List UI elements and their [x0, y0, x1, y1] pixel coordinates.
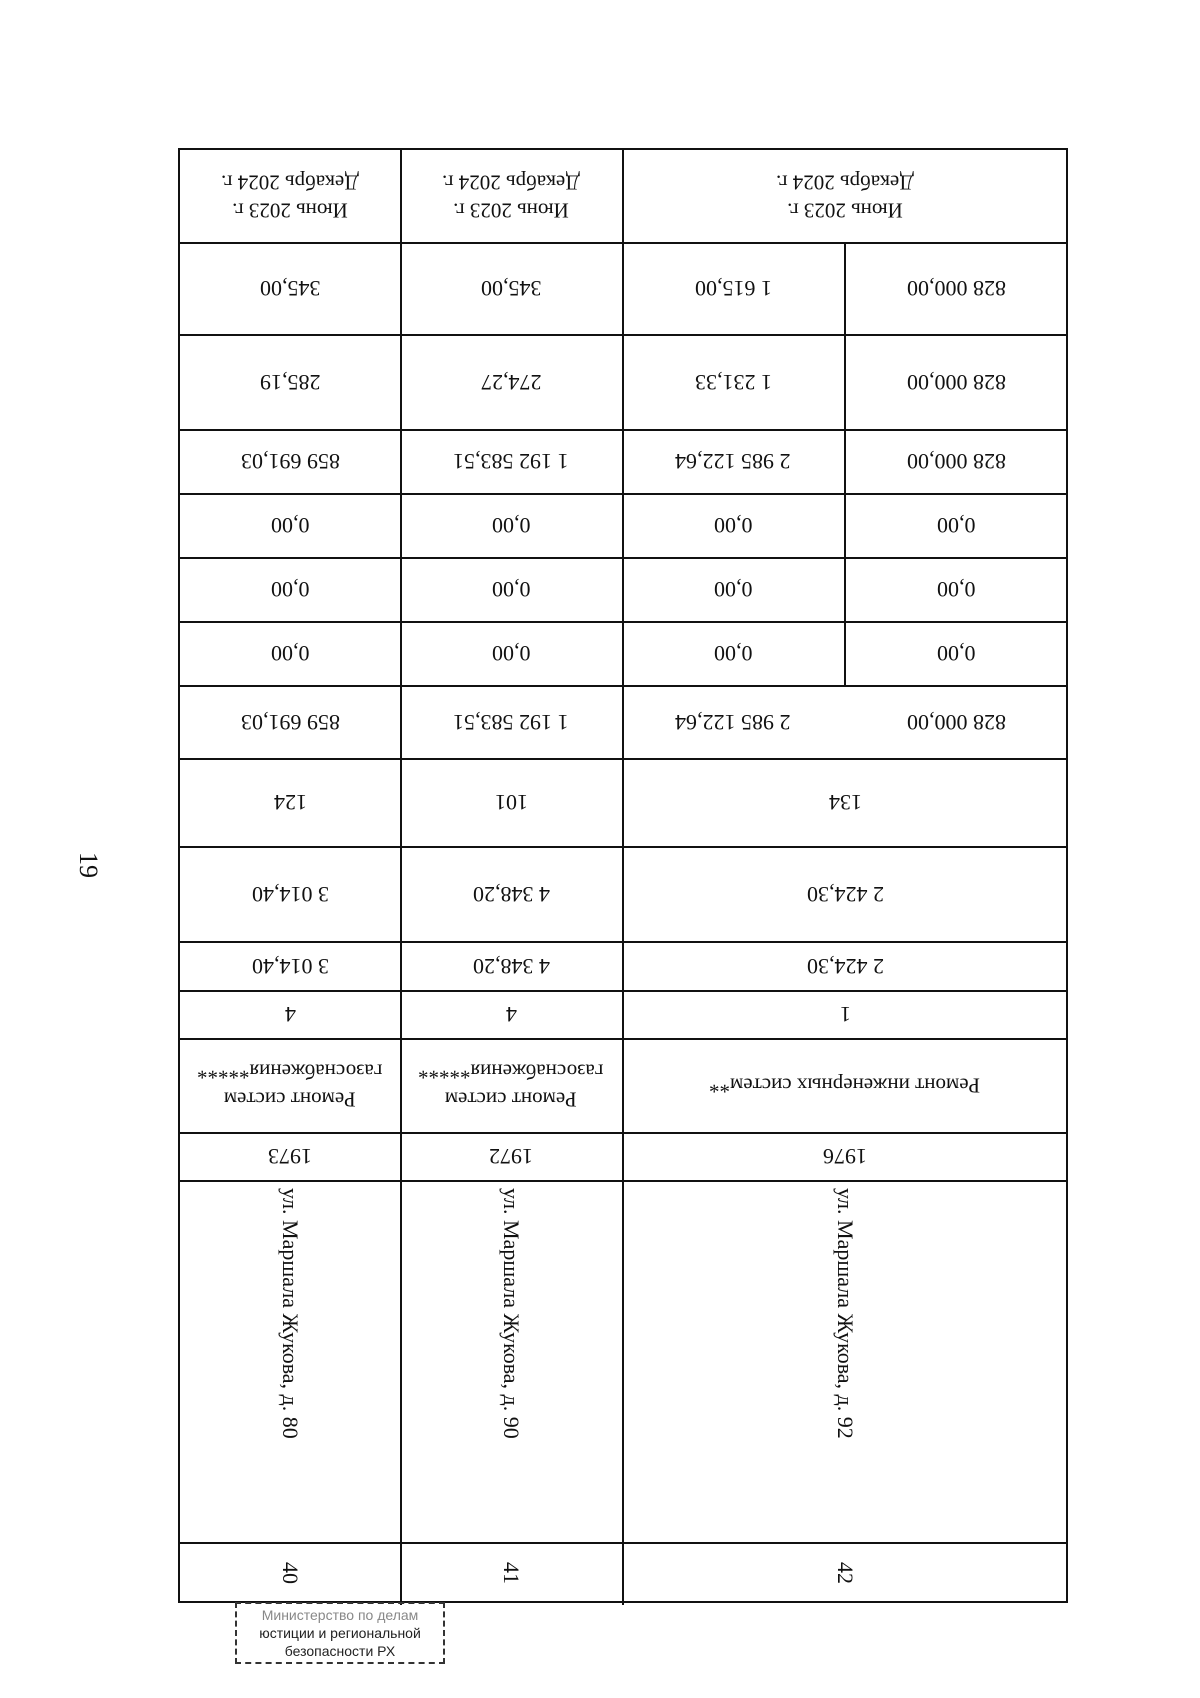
value-cell: 0,00 [491, 577, 531, 602]
stamp-line: юстиции и региональной [259, 1625, 421, 1642]
address-cell: ул. Маршала Жукова, д. 92 [833, 1188, 858, 1439]
value-cell: 4 348,20 [472, 881, 550, 907]
value-cell: 1 192 583,51 [453, 449, 569, 474]
year-cell: 1976 [823, 1144, 867, 1169]
value-cell: 2 985 122,64 [675, 709, 791, 735]
value-cell: 828 000,00 [906, 709, 1006, 735]
year-cell: 1973 [268, 1144, 312, 1169]
value-cell: 0,00 [270, 513, 310, 538]
value-cell: 2 424,30 [806, 953, 884, 979]
stamp-line: безопасности РХ [284, 1643, 396, 1660]
value-cell: 0,00 [713, 577, 753, 602]
value-cell: 2 985 122,64 [675, 449, 791, 474]
value-cell: 3 014,40 [251, 953, 329, 979]
data-table [178, 148, 1068, 1603]
work-type-cell: Ремонт систем газоснабжения***** [197, 1059, 383, 1112]
value-cell: 134 [828, 790, 862, 815]
value-cell: 859 691,03 [240, 709, 340, 735]
value-cell: 0,00 [491, 641, 531, 666]
value-cell: 4 [505, 1002, 517, 1027]
value-cell: 101 [494, 790, 528, 815]
value-cell: 1 231,33 [694, 369, 772, 395]
value-cell: 0,00 [936, 513, 976, 538]
value-cell: 859 691,03 [240, 449, 340, 474]
value-cell: 828 000,00 [906, 449, 1006, 474]
value-cell: 828 000,00 [906, 369, 1006, 395]
year-cell: 1972 [489, 1144, 533, 1169]
address-cell: ул. Маршала Жукова, д. 90 [499, 1188, 524, 1439]
value-cell: 4 348,20 [472, 953, 550, 979]
value-cell: 1 [839, 1002, 851, 1027]
value-cell: 0,00 [270, 641, 310, 666]
value-cell: 274,27 [480, 369, 542, 395]
period-cell-40: Июнь 2023 г. Декабрь 2024 г. [221, 170, 359, 223]
value-cell: 0,00 [491, 513, 531, 538]
period-cell-41: Июнь 2023 г. Декабрь 2024 г. [442, 170, 580, 223]
stamp-line: Министерство по делам [261, 1607, 419, 1623]
page-number: 19 [74, 852, 103, 878]
value-cell: 1 192 583,51 [453, 709, 569, 735]
row-number-cell: 40 [278, 1561, 303, 1584]
work-type-cell: Ремонт инженерных систем** [709, 1073, 981, 1098]
value-cell: 0,00 [713, 641, 753, 666]
period-cell-42: Июнь 2023 г. Декабрь 2024 г. [776, 170, 914, 223]
address-cell: ул. Маршала Жукова, д. 80 [278, 1188, 303, 1439]
value-cell: 345,00 [480, 276, 542, 301]
row-number-cell: 41 [499, 1561, 524, 1584]
value-cell: 3 014,40 [251, 881, 329, 907]
work-type-cell: Ремонт систем газоснабжения***** [418, 1059, 604, 1112]
value-cell: 0,00 [713, 513, 753, 538]
value-cell: 2 424,30 [806, 881, 884, 907]
value-cell: 0,00 [936, 577, 976, 602]
value-cell: 1 615,00 [694, 276, 772, 301]
ministry-stamp [235, 1602, 445, 1664]
value-cell: 345,00 [259, 276, 321, 301]
value-cell: 124 [273, 790, 307, 815]
value-cell: 285,19 [259, 369, 321, 395]
value-cell: 828 000,00 [906, 276, 1006, 301]
value-cell: 0,00 [270, 577, 310, 602]
value-cell: 4 [284, 1002, 296, 1027]
value-cell: 0,00 [936, 641, 976, 666]
row-number-cell: 42 [833, 1561, 858, 1584]
